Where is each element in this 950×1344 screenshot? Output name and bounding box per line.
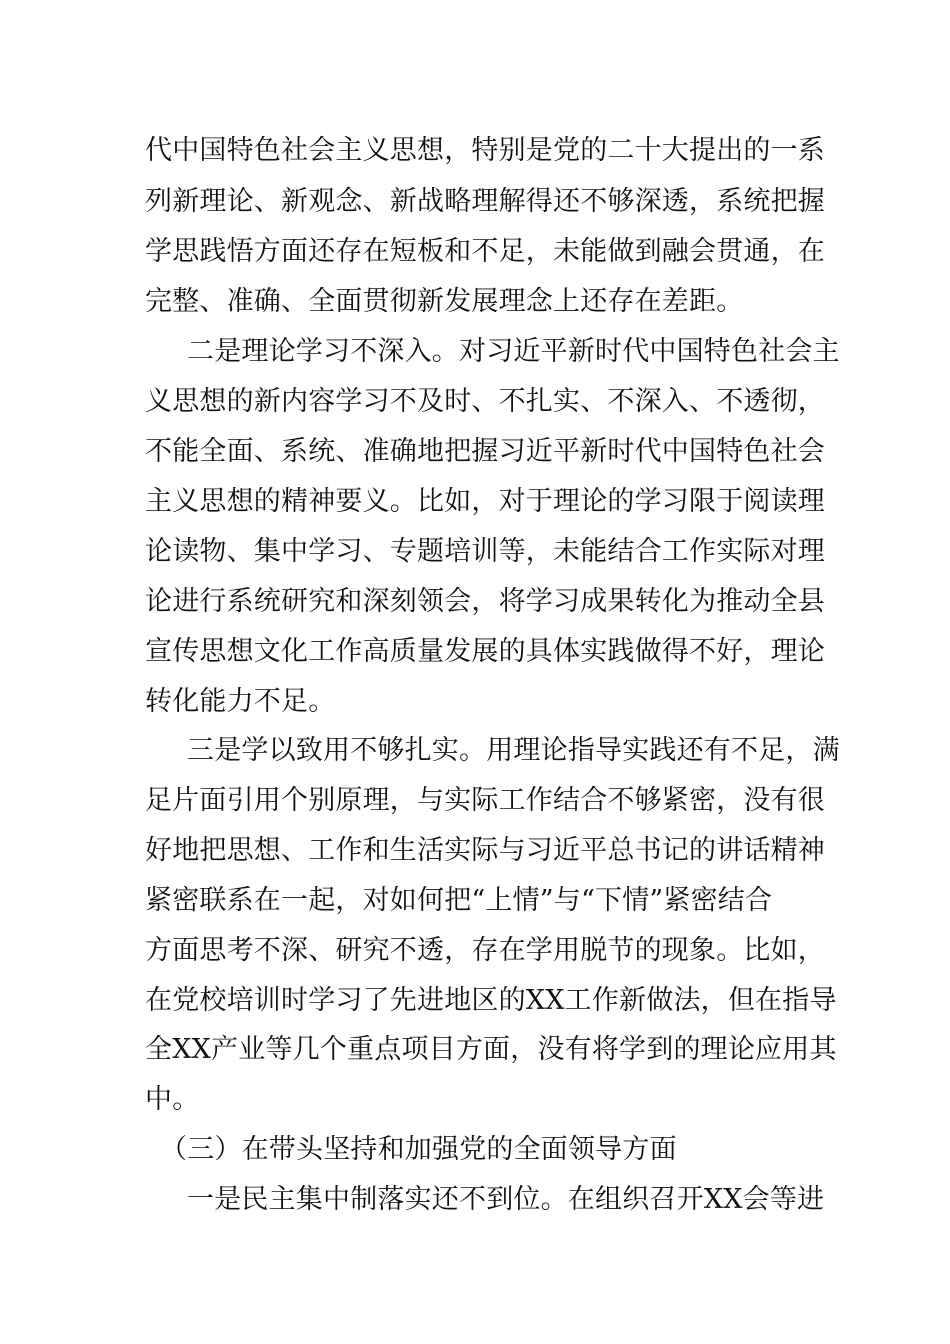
text-line: 列新理论、新观念、新战略理解得还不够深透，系统把握 (145, 186, 825, 217)
text-line: 宣传思想文化工作高质量发展的具体实践做得不好，理论 (145, 636, 825, 667)
text-line: 论读物、集中学习、专题培训等，未能结合工作实际对理 (145, 536, 825, 567)
text-line: 义思想的新内容学习不及时、不扎实、不深入、不透彻， (145, 386, 825, 417)
text-line: 完整、准确、全面贯彻新发展理念上还存在差距。 (145, 286, 744, 317)
text-line: 好地把思想、工作和生活实际与习近平总书记的讲话精神 (145, 835, 825, 866)
text-line: 中。 (145, 1084, 200, 1115)
text-line: 方面思考不深、研究不透，存在学用脱节的现象。比如， (145, 935, 825, 966)
text-line: 学思践悟方面还存在短板和不足，未能做到融会贯通，在 (145, 236, 825, 267)
text-line: 代中国特色社会主义思想，特别是党的二十大提出的一系 (145, 135, 825, 166)
paragraph-first-line: 二是理论学习不深入。对习近平新时代中国特色社会主 (187, 336, 840, 367)
text-line: 主义思想的精神要义。比如，对于理论的学习限于阅读理 (145, 486, 825, 517)
text-line: 足片面引用个别原理，与实际工作结合不够紧密，没有很 (145, 785, 825, 816)
text-line: 不能全面、系统、准确地把握习近平新时代中国特色社会 (145, 436, 825, 467)
text-line: 紧密联系在一起，对如何把“上情”与“下情”紧密结合 (145, 885, 773, 916)
text-line: 在党校培训时学习了先进地区的XX工作新做法，但在指导 (145, 985, 837, 1016)
text-line: 论进行系统研究和深刻领会，将学习成果转化为推动全县 (145, 586, 825, 617)
section-heading: （三）在带头坚持和加强党的全面领导方面 (160, 1134, 677, 1165)
paragraph-first-line: 一是民主集中制落实还不到位。在组织召开XX会等进 (187, 1184, 825, 1215)
paragraph-first-line: 三是学以致用不够扎实。用理论指导实践还有不足，满 (187, 735, 840, 766)
text-line: 转化能力不足。 (145, 686, 336, 717)
text-line: 全XX产业等几个重点项目方面，没有将学到的理论应用其 (145, 1034, 837, 1065)
